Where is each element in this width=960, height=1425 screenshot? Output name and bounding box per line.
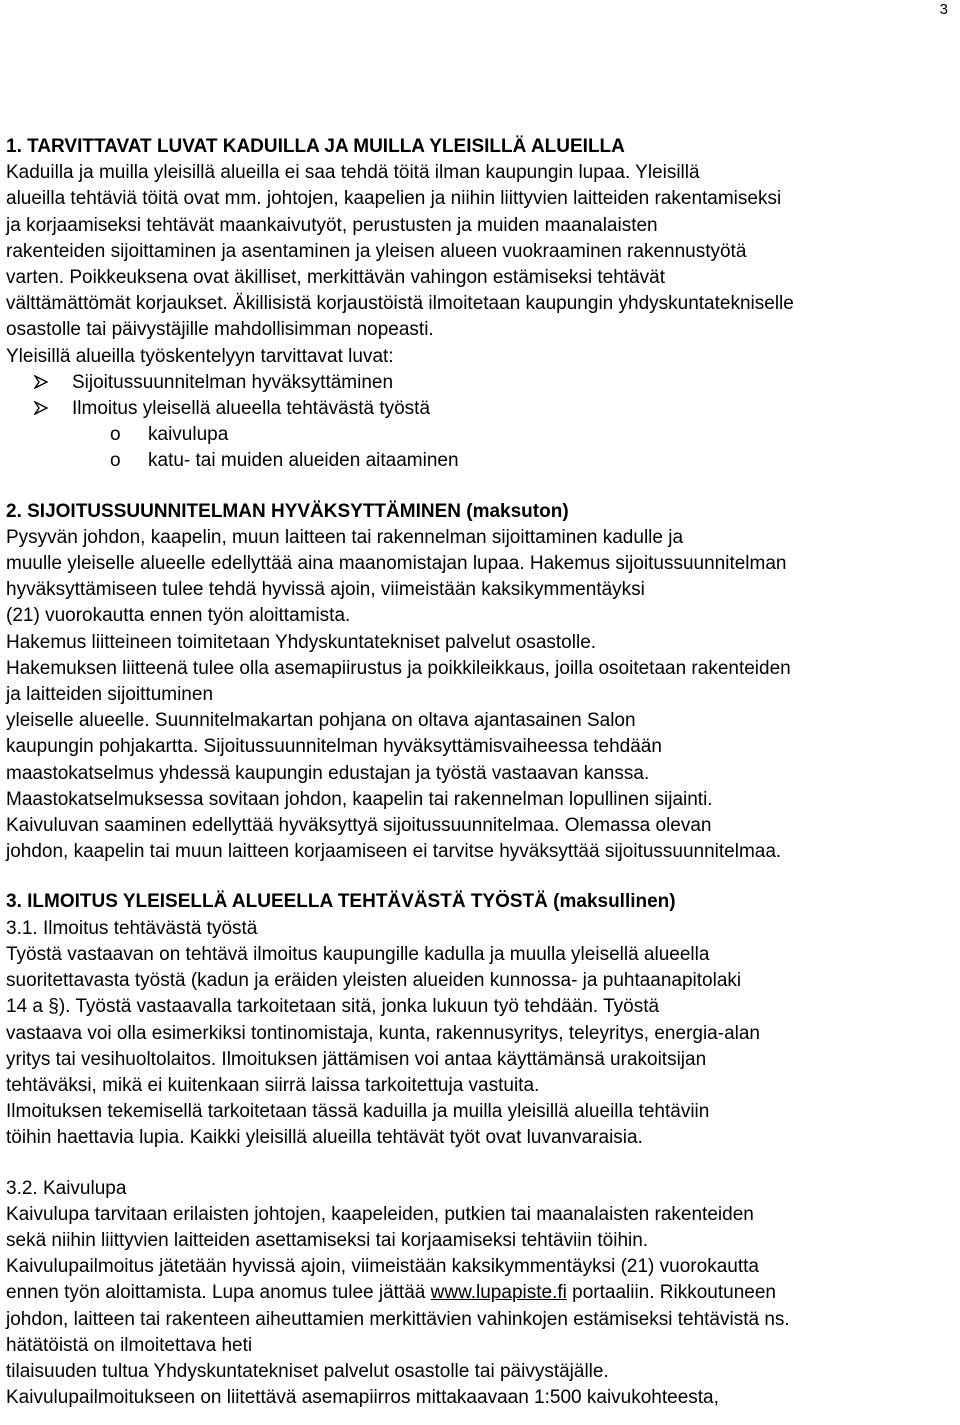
paragraph-line: Pysyvän johdon, kaapelin, muun laitteen tai rakennelman sijoittaminen kadulle ja [6,526,684,548]
sub-bullet-item [6,422,956,448]
paragraph-line: tehtäväksi, mikä ei kuitenkaan siirrä laissa tarkoitettuja vastuita. [6,1074,540,1096]
paragraph-line: osastolle tai päivystäjille mahdollisimman nopeasti. [6,319,434,341]
paragraph-line: Työstä vastaavan on tehtävä ilmoitus kaupungille kadulla ja muulla yleisellä alueella [6,943,710,965]
document-body [6,134,956,1411]
paragraph-line: tilaisuuden tultua Yhdyskuntatekniset palvelut osastolle tai päivystäjälle. [6,1360,609,1382]
bullet-text: Ilmoitus yleisellä alueella tehtävästä työstä [72,398,431,420]
subsection-3-2-title: 3.2. Kaivulupa [6,1177,127,1199]
paragraph-line: Ilmoituksen tekemisellä tarkoitetaan tässä kaduilla ja muilla yleisillä alueilla tehtäviin [6,1101,710,1123]
paragraph-line: rakenteiden sijoittaminen ja asentaminen ja yleisen alueen vuokraaminen rakennustyötä [6,240,747,262]
paragraph-line: suoritettavasta työstä (kadun ja eräiden yleisten alueiden kunnossa- ja puhtaanapitolaki [6,970,742,992]
paragraph-line: yleiselle alueelle. Suunnitelmakartan pohjana on oltava ajantasainen Salon [6,710,636,732]
circle-bullet-marker: o [110,450,121,472]
page-number: 3 [939,1,948,18]
sub-bullet-item [6,448,956,474]
paragraph-line: Hakemus liitteineen toimitetaan Yhdyskuntatekniset palvelut osastolle. [6,631,597,653]
paragraph-line: muulle yleiselle alueelle edellyttää aina maanomistajan lupaa. Hakemus sijoitussuunnitelman [6,553,787,575]
paragraph-line: 14 a §). Työstä vastaavalla tarkoitetaan sitä, jonka lukuun työ tehdään. Työstä [6,996,660,1018]
circle-bullet-marker: o [110,424,121,446]
link-line-suffix: portaaliin. Rikkoutuneen [566,1282,776,1304]
section-3-heading: 3. ILMOITUS YLEISELLÄ ALUEELLA TEHTÄVÄSTÄ TYÖSTÄ (maksullinen) [6,891,676,913]
arrowhead-bullet-icon [34,401,48,415]
section-2-heading: 2. SIJOITUSSUUNNITELMAN HYVÄKSYTTÄMINEN (maksuton) [6,500,569,522]
paragraph-line: johdon, laitteen tai rakenteen aiheuttamien merkittävien vahinkojen estämiseksi tehtävistä ns. [6,1308,790,1330]
paragraph-line: varten. Poikkeuksena ovat äkilliset, merkittävän vahingon estämiseksi tehtävät [6,267,665,289]
paragraph-line: Kaivulupa tarvitaan erilaisten johtojen, kaapeleiden, putkien tai maanalaisten rakenteiden [6,1203,754,1225]
paragraph-line: hyväksyttämiseen tulee tehdä hyvissä ajoin, viimeistään kaksikymmentäyksi [6,579,645,601]
paragraph-line: (21) vuorokautta ennen työn aloittamista. [6,605,351,627]
paragraph-line: vastaava voi olla esimerkiksi tontinomistaja, kunta, rakennusyritys, teleyritys, energia-alan [6,1022,760,1044]
paragraph-line: alueilla tehtäviä töitä ovat mm. johtojen, kaapelien ja niihin liittyvien laitteiden rakentamiseksi [6,188,782,210]
paragraph-line: töihin haettavia lupia. Kaikki yleisillä alueilla tehtävät työt ovat luvanvaraisia. [6,1127,643,1149]
bullet-text: Sijoitussuunnitelman hyväksyttäminen [72,371,394,393]
arrowhead-bullet-icon [34,375,48,389]
bullet-item [6,370,956,396]
paragraph-line: johdon, kaapelin tai muun laitteen korjaamiseen ei tarvitse hyväksyttää sijoitussuunnitelmaa. [6,841,782,863]
paragraph-line: Yleisillä alueilla työskentelyyn tarvittavat luvat: [6,345,394,367]
paragraph-line: yritys tai vesihuoltolaitos. Ilmoituksen jättämisen voi antaa käyttämänsä urakoitsijan [6,1048,707,1070]
paragraph-line: Kaduilla ja muilla yleisillä alueilla ei saa tehdä töitä ilman kaupungin lupaa. Yleisillä [6,162,700,184]
paragraph-line: Maastokatselmuksessa sovitaan johdon, kaapelin tai rakennelman lopullinen sijainti. [6,788,713,810]
paragraph-line: välttämättömät korjaukset. Äkillisistä korjaustöistä ilmoitetaan kaupungin yhdyskuntatekniselle [6,293,794,315]
paragraph-line: Hakemuksen liitteenä tulee olla asemapiirustus ja poikkileikkaus, joilla osoitetaan rakenteiden [6,657,791,679]
paragraph-line: kaupungin pohjakartta. Sijoitussuunnitelman hyväksyttämisvaiheessa tehdään [6,736,662,758]
paragraph-line: ja korjaamiseksi tehtävät maankaivutyöt, perustusten ja muiden maanalaisten [6,214,658,236]
paragraph-line: Kaivulupailmoitus jätetään hyvissä ajoin, viimeistään kaksikymmentäyksi (21) vuorokautta [6,1256,759,1278]
bullet-item [6,396,956,422]
paragraph-line: ja laitteiden sijoittuminen [6,684,214,706]
link-line-prefix: ennen työn aloittamista. Lupa anomus tulee jättää [6,1282,431,1304]
paragraph-line [6,1280,956,1306]
paragraph-line: hätätöistä on ilmoitettava heti [6,1334,253,1356]
lupapiste-link[interactable]: www.lupapiste.fi [430,1282,567,1304]
subsection-3-1-title: 3.1. Ilmoitus tehtävästä työstä [6,917,258,939]
section-1-heading: 1. TARVITTAVAT LUVAT KADUILLA JA MUILLA YLEISILLÄ ALUEILLA [6,136,625,157]
paragraph-line: Kaivulupailmoitukseen on liitettävä asemapiirros mittakaavaan 1:500 kaivukohteesta, [6,1387,719,1409]
paragraph-line: sekä niihin liittyvien laitteiden asettamiseksi tai korjaamiseksi tehtäviin töihin. [6,1229,649,1251]
sub-bullet-text: katu- tai muiden alueiden aitaaminen [148,450,459,472]
sub-bullet-text: kaivulupa [148,424,229,446]
paragraph-line: maastokatselmus yhdessä kaupungin edustajan ja työstä vastaavan kanssa. [6,762,650,784]
paragraph-line: Kaivuluvan saaminen edellyttää hyväksyttyä sijoitussuunnitelmaa. Olemassa olevan [6,815,712,837]
